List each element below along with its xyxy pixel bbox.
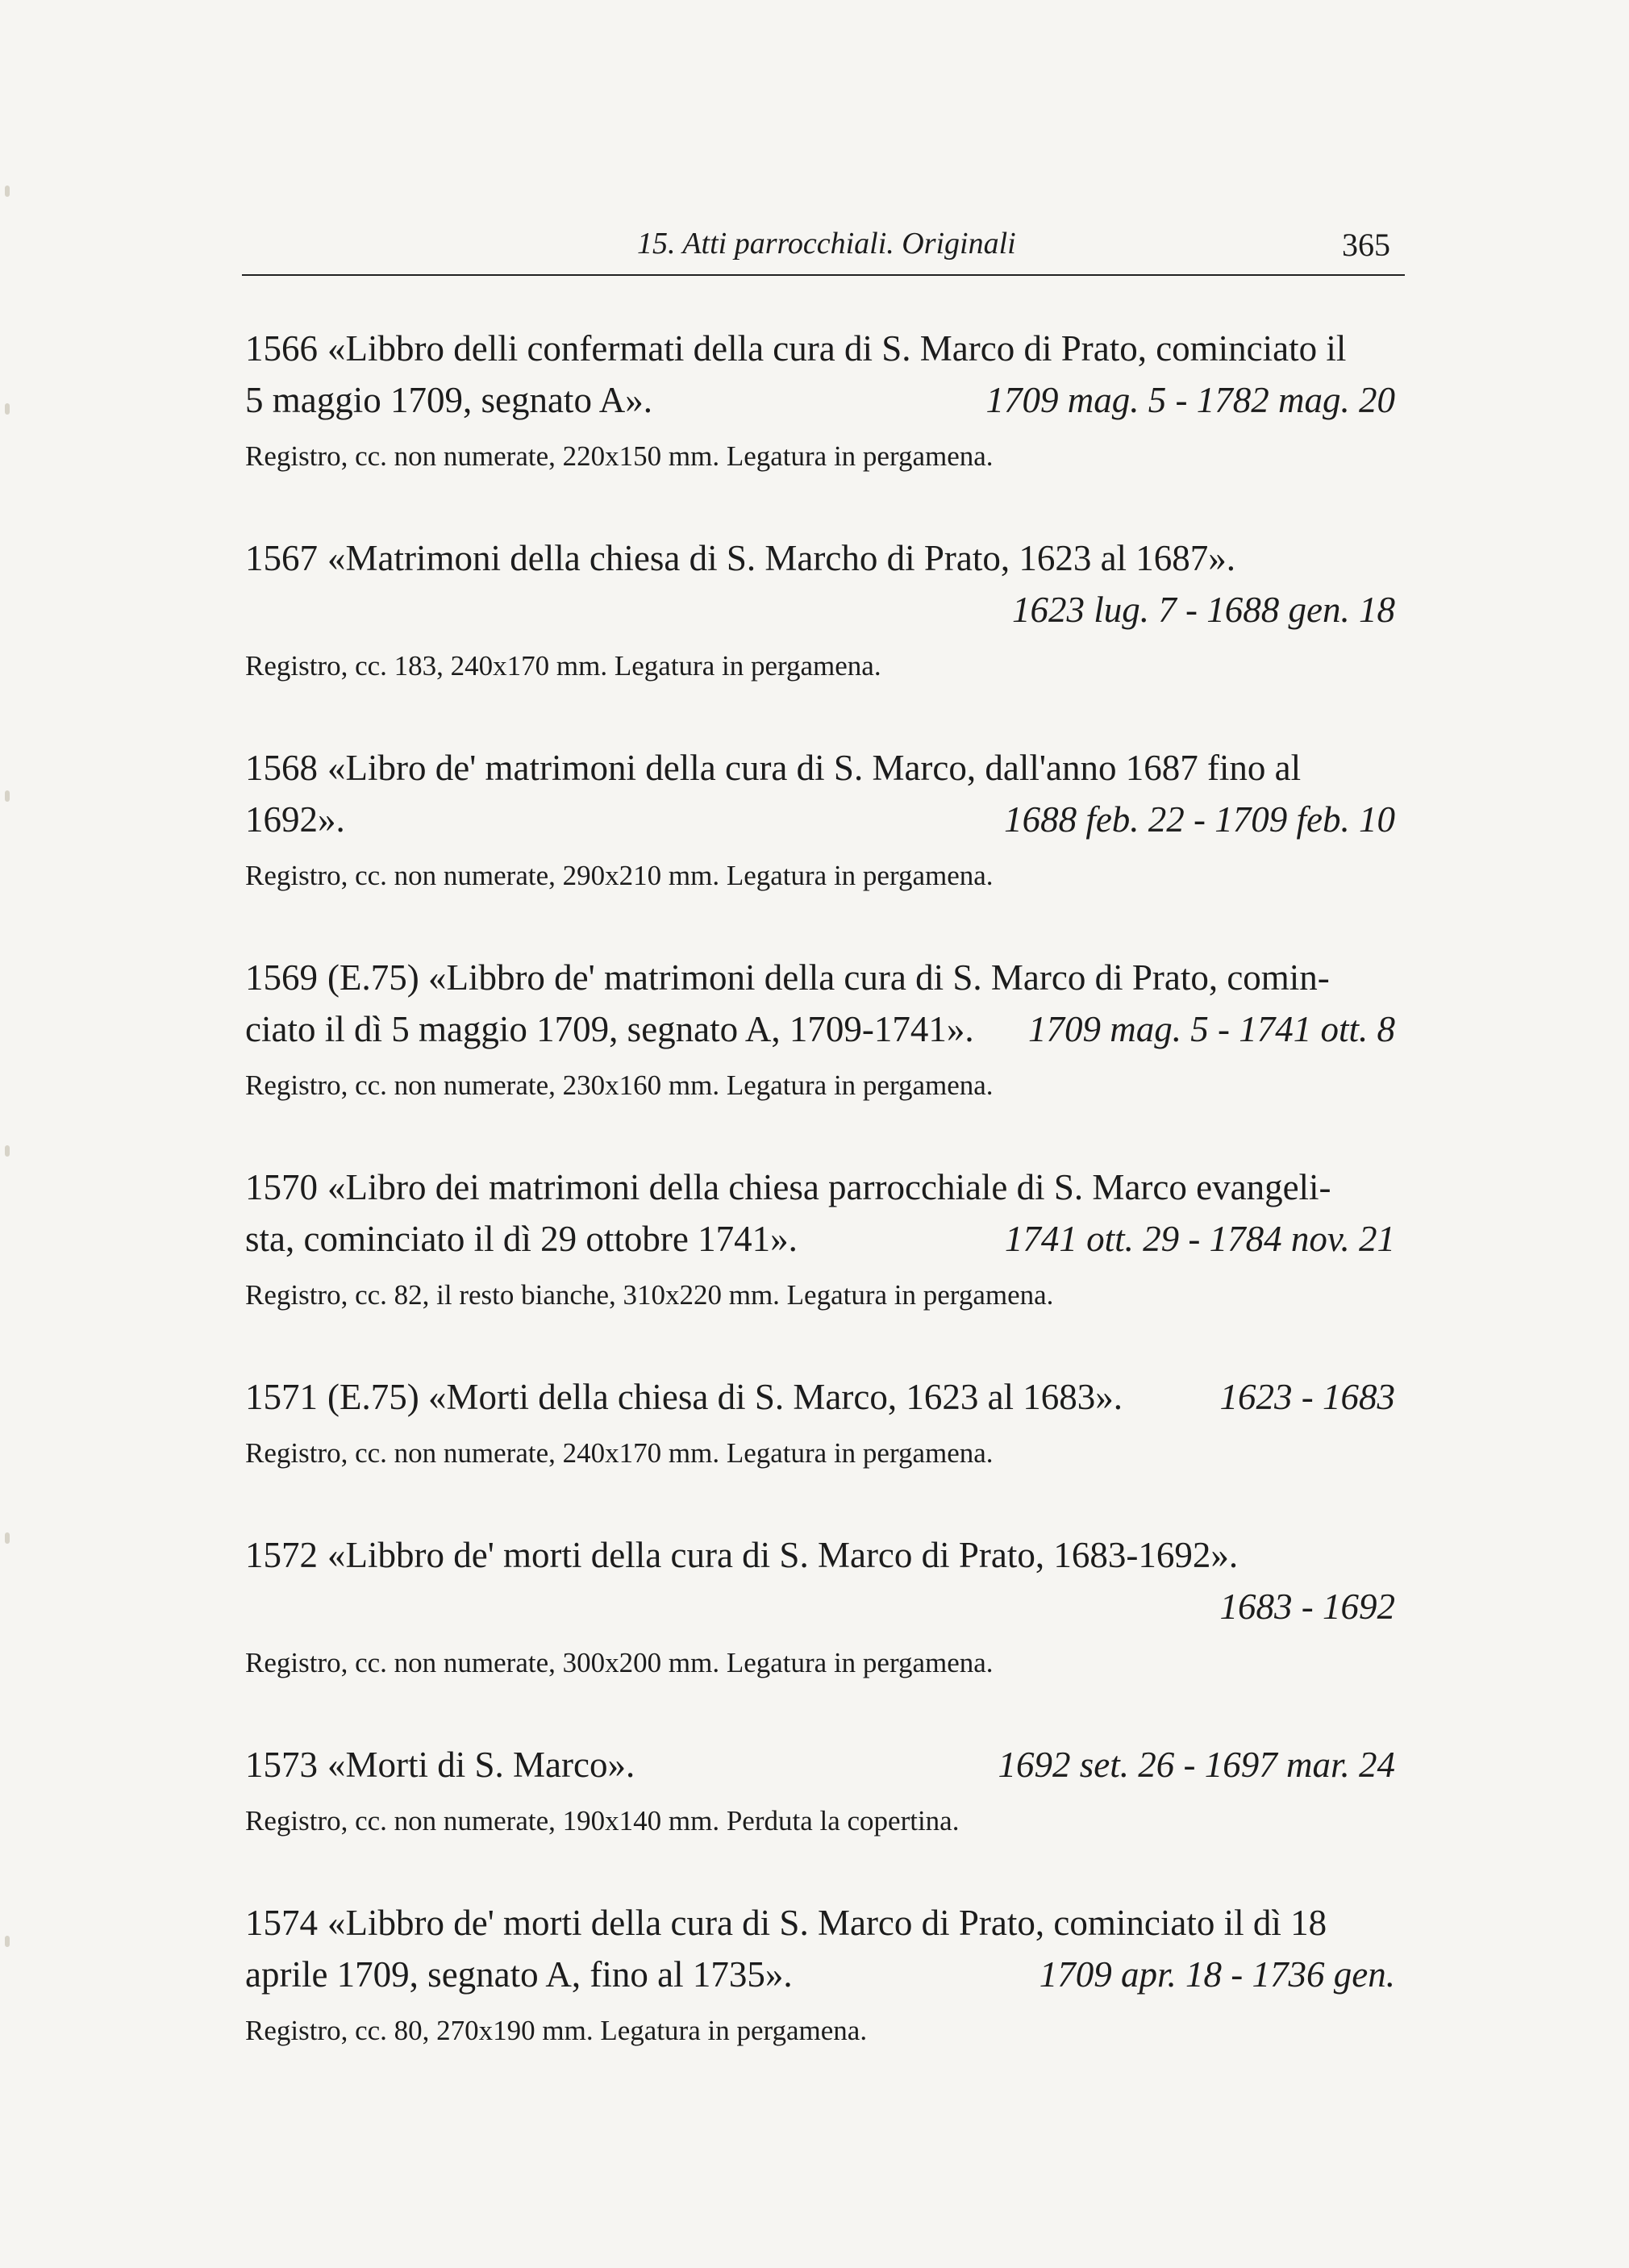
page-number: 365 xyxy=(1342,227,1390,263)
entry-dates: 1709 apr. 18 - 1736 gen. xyxy=(1039,1954,1395,1995)
entry-title-text: sta, cominciato il dì 29 ottobre 1741». xyxy=(245,1219,798,1259)
entry-1571 xyxy=(245,1371,1406,1473)
page-edge-mark xyxy=(5,1145,10,1157)
entry-dates: 1688 feb. 22 - 1709 feb. 10 xyxy=(1004,799,1395,840)
entry-number: 1570 xyxy=(245,1167,318,1207)
entry-1568 xyxy=(245,742,1406,895)
entry-1566 xyxy=(245,323,1406,476)
entry-number: 1567 xyxy=(245,538,318,578)
entry-title-text: «Libro dei matrimoni della chiesa parrocchiale di S. Marco evangeli- xyxy=(327,1167,1331,1207)
entry-title xyxy=(245,1161,1406,1265)
running-title: 15. Atti parrocchiali. Originali xyxy=(637,227,1016,261)
entry-description: Registro, cc. 82, il resto bianche, 310x220 mm. Legatura in pergamena. xyxy=(245,1279,1054,1311)
entry-dates: 1741 ott. 29 - 1784 nov. 21 xyxy=(1004,1219,1395,1259)
page-edge-mark xyxy=(5,1532,10,1544)
entry-title xyxy=(245,1739,1406,1791)
entry-title xyxy=(245,1897,1406,2000)
entry-dates: 1692 set. 26 - 1697 mar. 24 xyxy=(998,1745,1395,1785)
entry-number: 1568 xyxy=(245,748,318,788)
entry-description: Registro, cc. non numerate, 220x150 mm. Legatura in pergamena. xyxy=(245,440,994,472)
entry-dates: 1623 lug. 7 - 1688 gen. 18 xyxy=(1012,590,1395,630)
entry-description: Registro, cc. non numerate, 290x210 mm. Legatura in pergamena. xyxy=(245,860,994,891)
entry-1570 xyxy=(245,1161,1406,1315)
entry-title-text: ciato il dì 5 maggio 1709, segnato A, 1709-1741». xyxy=(245,1009,974,1049)
entry-dates: 1623 - 1683 xyxy=(1219,1377,1395,1417)
entry-title xyxy=(245,323,1406,426)
entry-title-text: «Libro de' matrimoni della cura di S. Marco, dall'anno 1687 fino al xyxy=(327,748,1302,788)
entry-title-text: «Matrimoni della chiesa di S. Marcho di Prato, 1623 al 1687». xyxy=(327,538,1236,578)
page-edge-mark xyxy=(5,790,10,802)
entry-1569 xyxy=(245,952,1406,1105)
entry-title xyxy=(245,1371,1406,1423)
entry-description: Registro, cc. non numerate, 300x200 mm. Legatura in pergamena. xyxy=(245,1647,994,1678)
entry-dates: 1709 mag. 5 - 1782 mag. 20 xyxy=(985,380,1395,420)
entry-title-text: (E.75) «Morti della chiesa di S. Marco, 1623 al 1683». xyxy=(327,1377,1123,1417)
page-edge-mark xyxy=(5,403,10,415)
entry-title-text: 1692». xyxy=(245,799,345,840)
entry-title-text: «Morti di S. Marco». xyxy=(327,1745,635,1785)
page-header xyxy=(242,219,1405,276)
entry-1572 xyxy=(245,1529,1406,1682)
entry-title xyxy=(245,1529,1406,1632)
entry-1574 xyxy=(245,1897,1406,2050)
entry-description: Registro, cc. 183, 240x170 mm. Legatura in pergamena. xyxy=(245,650,881,682)
entry-description: Registro, cc. non numerate, 240x170 mm. Legatura in pergamena. xyxy=(245,1437,994,1469)
entry-title-text: (E.75) «Libbro de' matrimoni della cura di S. Marco di Prato, comin- xyxy=(327,957,1330,998)
entry-dates: 1709 mag. 5 - 1741 ott. 8 xyxy=(1028,1009,1395,1049)
entry-title-text: 5 maggio 1709, segnato A». xyxy=(245,380,652,420)
entry-title-text: «Libbro delli confermati della cura di S. Marco di Prato, cominciato il xyxy=(327,328,1347,369)
entry-number: 1574 xyxy=(245,1903,318,1943)
entry-title xyxy=(245,742,1406,845)
page-edge-mark xyxy=(5,186,10,197)
entry-number: 1573 xyxy=(245,1745,318,1785)
page-edge-mark xyxy=(5,1936,10,1947)
entry-description: Registro, cc. 80, 270x190 mm. Legatura in pergamena. xyxy=(245,2015,868,2046)
entry-description: Registro, cc. non numerate, 230x160 mm. Legatura in pergamena. xyxy=(245,1069,994,1101)
entry-list xyxy=(245,323,1406,2107)
entry-number: 1569 xyxy=(245,957,318,998)
entry-number: 1566 xyxy=(245,328,318,369)
entry-title xyxy=(245,532,1406,636)
entry-number: 1572 xyxy=(245,1535,318,1575)
entry-title xyxy=(245,952,1406,1055)
entry-1573 xyxy=(245,1739,1406,1841)
entry-number: 1571 xyxy=(245,1377,318,1417)
entry-title-text: aprile 1709, segnato A, fino al 1735». xyxy=(245,1954,793,1995)
entry-1567 xyxy=(245,532,1406,686)
entry-title-text: «Libbro de' morti della cura di S. Marco di Prato, cominciato il dì 18 xyxy=(327,1903,1327,1943)
entry-title-text: «Libbro de' morti della cura di S. Marco di Prato, 1683-1692». xyxy=(327,1535,1239,1575)
entry-dates: 1683 - 1692 xyxy=(1219,1586,1395,1627)
entry-description: Registro, cc. non numerate, 190x140 mm. Perduta la copertina. xyxy=(245,1805,960,1836)
